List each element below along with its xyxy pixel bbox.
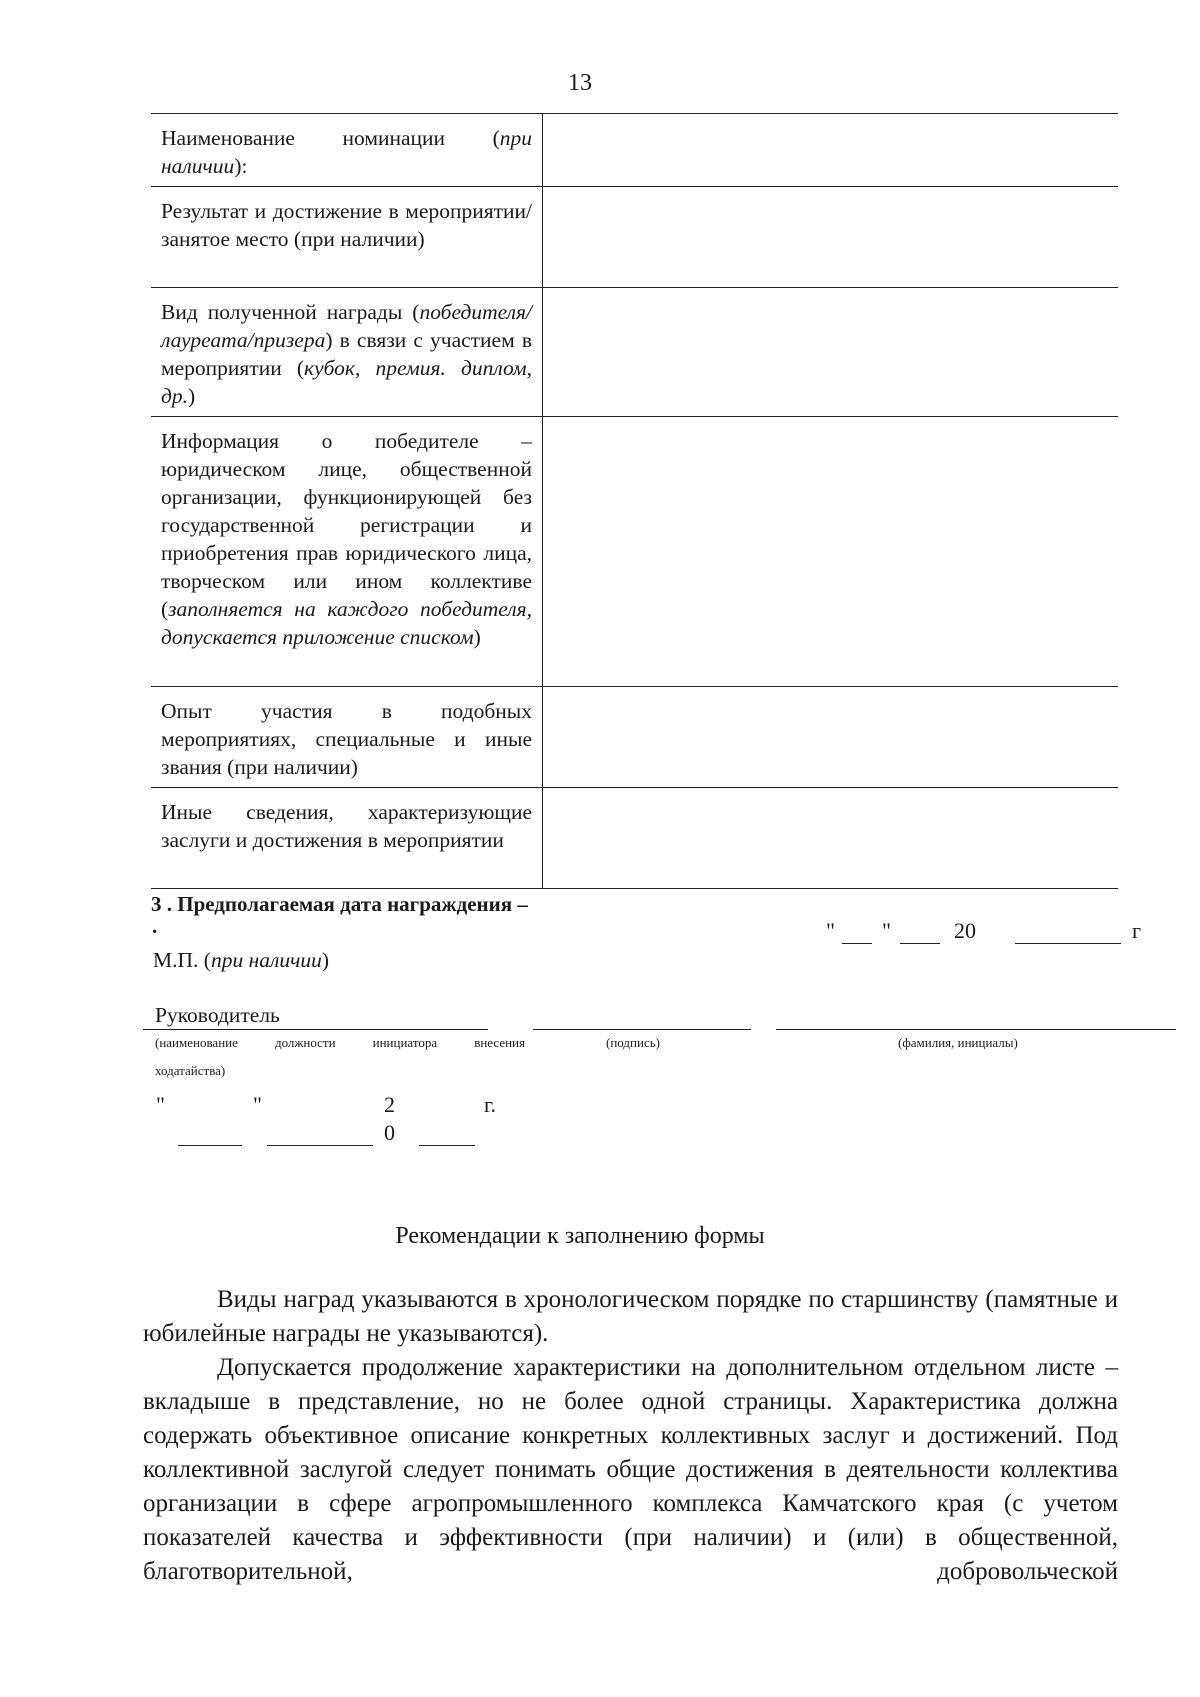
role-label: Руководитель — [155, 1003, 280, 1027]
seal-label: М.П. (при наличии) — [153, 948, 330, 972]
date-quote-open: " — [826, 918, 835, 943]
year-blank[interactable] — [1015, 942, 1121, 944]
caption-position-continued: ходатайства) — [155, 1063, 226, 1078]
row-value-nomination[interactable] — [543, 114, 1119, 187]
table-row — [151, 187, 1118, 288]
name-line[interactable] — [776, 1028, 1176, 1030]
row-value-other-info[interactable] — [543, 788, 1119, 889]
date-century: 20 — [954, 918, 976, 943]
caption-name: (фамилия, инициалы) — [898, 1035, 1018, 1050]
month-blank[interactable] — [900, 942, 940, 944]
section-heading-award-date: 3 . Предполагаемая дата награждения – — [151, 892, 528, 916]
sign-date-suffix: г. — [484, 1092, 497, 1117]
date-suffix: г — [1132, 918, 1142, 943]
row-label-winner-info: Информация о победителе – юридическом лице, общественной организации, функционирующей без государственной регистрации и приобретения прав юридического лица, творческом или ином коллективе (заполняется на каждого победителя, допускается приложение списком) — [151, 417, 543, 687]
sign-date-quote-close: " — [253, 1092, 262, 1117]
caption-signature: (подпись) — [606, 1035, 660, 1050]
recommendations-title: Рекомендации к заполнению формы — [395, 1223, 765, 1249]
recommendations-paragraph-2: Допускается продолжение характеристики на дополнительном отдельном листе – вкладыше в представление, но не более одной страницы. Характеристика должна содержать объективное описание конкретных коллективных заслуг и достижений. Под коллективной заслугой следует понимать общие достижения в деятельности коллектива организации в сфере агропромышленного комплекса Камчатского края (с учетом показателей качества и эффективности (при наличии) и (или) в общественной, благотворительной, добровольческой — [143, 1354, 1118, 1585]
table-row — [151, 417, 1118, 687]
table-row — [151, 687, 1118, 788]
award-form-table — [151, 113, 1118, 889]
sign-year-blank[interactable] — [419, 1144, 475, 1146]
recommendations-paragraph-1: Виды наград указываются в хронологическом порядке по старшинству (памятные и юбилейные награды не указываются). — [143, 1286, 1118, 1347]
row-label-result: Результат и достижение в мероприятии/занятое место (при наличии) — [151, 187, 543, 288]
sign-date-quote-open: " — [156, 1092, 165, 1117]
sign-day-blank[interactable] — [178, 1144, 242, 1146]
sign-month-blank[interactable] — [267, 1144, 373, 1146]
sign-date-digit-0: 0 — [384, 1120, 395, 1145]
row-label-other-info: Иные сведения, характеризующие заслуги и достижения в мероприятии — [151, 788, 543, 889]
table-row — [151, 788, 1118, 889]
sign-date-digit-2: 2 — [384, 1092, 395, 1117]
table-row — [151, 114, 1118, 187]
date-quote-close: " — [882, 918, 891, 943]
row-label-nomination: Наименование номинации (при наличии): — [151, 114, 543, 187]
section-dot: . — [152, 914, 158, 938]
position-line[interactable] — [143, 1028, 488, 1030]
row-label-experience: Опыт участия в подобных мероприятиях, специальные и иные звания (при наличии) — [151, 687, 543, 788]
row-value-experience[interactable] — [543, 687, 1119, 788]
page-number: 13 — [568, 70, 592, 96]
caption-position: (наименование должности инициатора внесения — [155, 1035, 525, 1050]
row-label-award-type: Вид полученной награды (победителя/лауреата/призера) в связи с участием в мероприятии (кубок, премия. диплом, др.) — [151, 288, 543, 417]
row-value-result[interactable] — [543, 187, 1119, 288]
row-value-winner-info[interactable] — [543, 417, 1119, 687]
day-blank[interactable] — [842, 942, 872, 944]
table-row — [151, 288, 1118, 417]
signature-line[interactable] — [533, 1028, 751, 1030]
row-value-award-type[interactable] — [543, 288, 1119, 417]
